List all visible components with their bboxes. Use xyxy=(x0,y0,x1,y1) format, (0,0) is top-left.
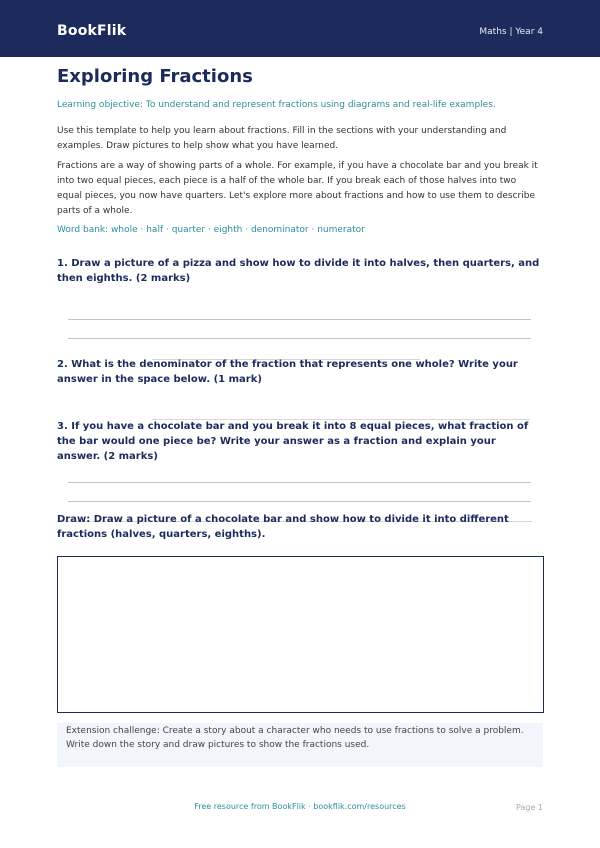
subject-year-label: Maths | Year 4 xyxy=(479,27,543,37)
word-bank: Word bank: whole · half · quarter · eighth · denominator · numerator xyxy=(57,225,365,235)
body-paragraph: Fractions are a way of showing parts of a whole. For example, if you have a chocolate bar and you break it into two equal pieces, each piece is a half of the whole bar. If you break each of those halves into two equal pieces, you now have quarters. Let's explore more about fractions and how to use them to describe parts of a whole. xyxy=(57,161,538,216)
page-number: Page 1 xyxy=(516,803,543,812)
answer-line[interactable] xyxy=(68,482,531,483)
intro-paragraph: Use this template to help you learn about fractions. Fill in the sections with your understanding and examples. Draw pictures to help show what you have learned. xyxy=(57,126,507,151)
answer-line[interactable] xyxy=(68,319,531,320)
draw-prompt: Draw: Draw a picture of a chocolate bar and show how to divide it into different fractions (halves, quarters, eighths). xyxy=(57,514,509,540)
answer-line[interactable] xyxy=(68,501,531,502)
question-1: 1. Draw a picture of a pizza and show how to divide it into halves, then quarters, and then eighths. (2 marks) xyxy=(57,258,540,284)
header-bar xyxy=(0,0,600,57)
brand-logo-text: BookFlik xyxy=(57,23,127,39)
answer-line[interactable] xyxy=(68,338,531,339)
learning-objective: Learning objective: To understand and represent fractions using diagrams and real-life examples. xyxy=(57,100,496,110)
extension-challenge-text: Extension challenge: Create a story about a character who needs to use fractions to solve a problem. Write down the story and draw pictures to show the fractions used. xyxy=(66,726,524,750)
page-title: Exploring Fractions xyxy=(57,66,253,87)
question-2: 2. What is the denominator of the fraction that represents one whole? Write your answer in the space below. (1 mark) xyxy=(57,359,518,385)
question-3: 3. If you have a chocolate bar and you break it into 8 equal pieces, what fraction of the bar would one piece be? Write your answer as a fraction and explain your answer. (2 marks) xyxy=(57,421,529,462)
extension-challenge-box xyxy=(57,723,543,767)
drawing-area[interactable] xyxy=(57,556,544,713)
footer-link[interactable]: Free resource from BookFlik · bookflik.com/resources xyxy=(194,802,406,811)
